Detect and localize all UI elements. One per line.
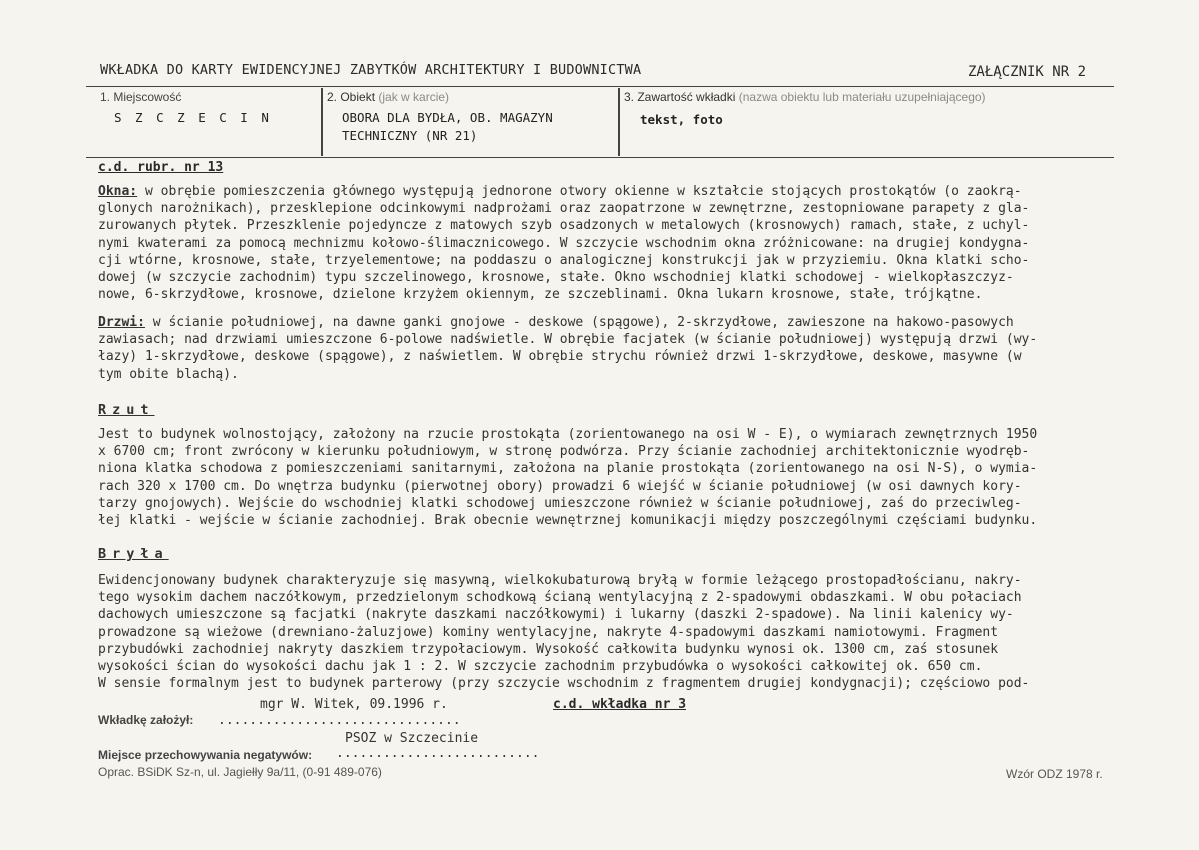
next-insert-note: c.d. wkładka nr 3 <box>553 697 687 712</box>
author-signature: mgr W. Witek, 09.1996 r. <box>260 697 448 712</box>
attachment-number: ZAŁĄCZNIK NR 2 <box>968 64 1087 80</box>
place-label: 1. Miejscowość <box>100 90 182 104</box>
negatives-location-label: Miejsce przechowywania negatywów: <box>98 748 313 762</box>
place-value: S Z C Z E C I N <box>114 110 272 125</box>
okna-heading: Okna: <box>98 184 138 199</box>
drzwi-heading: Drzwi: <box>98 315 145 330</box>
field-divider <box>618 88 620 156</box>
prepared-by-note: Oprac. BSiDK Sz-n, ul. Jagiełły 9a/11, (0-91 489-076) <box>98 765 382 779</box>
form-template-note: Wzór ODZ 1978 r. <box>1006 767 1103 781</box>
object-value-line1: OBORA DLA BYDŁA, OB. MAGAZYN <box>342 110 553 125</box>
object-label: 2. Obiekt (jak w karcie) <box>327 90 450 104</box>
rzut-paragraph: Jest to budynek wolnostojący, założony na rzucie prostokąta (zorientowanego na osi W - E), o wymiarach zewnętrznych 1950 x 6700 cm; front zwrócony w kierunku południowym, w stronę podwórza. Przy ścianie zachodniej architektonicznie wyodręb- niona klatka schodowa z pomieszczeniami sanitarnymi, założona na planie prostokąta (zorientowanego na osi N-S), o wymia- rach 320 x 1700 cm. Do wnętrza budynku (pierwotnej obory) prowadzi 6 wiejść w ścianie południowej (w osi dawnych kory- tarzy gnojowych). Wejście do wschodniej klatki schodowej umieszczone również w ścianie południowej, zaś do przeciwleg- łej klatki - wejście w ścianie zachodniej. Brak obecnie wewnętrznej komunikacji między poszczególnymi częściami budynku. <box>98 427 1038 529</box>
negatives-dots: .......................... <box>336 746 540 761</box>
created-by-label: Wkładkę założył: <box>98 713 194 727</box>
document-title: WKŁADKA DO KARTY EWIDENCYJNEJ ZABYTKÓW ARCHITEKTURY I BUDOWNICTWA <box>100 62 642 78</box>
bryla-heading: Bryła <box>98 546 169 562</box>
continuation-note: c.d. rubr. nr 13 <box>98 160 224 175</box>
content-label: 3. Zawartość wkładki (nazwa obiektu lub materiału uzupełniającego) <box>624 90 986 104</box>
okna-paragraph: Okna: w obrębie pomieszczenia głównego występują jednorone otwory okienne w kształcie stojących prostokątów (o zaokrą- glonych narożnikach), przesklepione odcinkowymi nadprożami oraz zaopatrzone w zewnętrzne, zestopniowane parapety z gla- zurowanych płytek. Przeszklenie pojedyncze z matowych szyb osadzonych w metalowych (krosnowych) ramach, stałe, z uchyl- nymi kwaterami za pomocą mechnizmu kołowo-ślimacznicowego. W szczycie wschodnim okna zróżnicowane: na drugiej kondygna- cji wtórne, krosnowe, stałe, trzyelementowe; na poddaszu o analogicznej konstrukcji jak w przyziemiu. Okna klatki scho- dowej (w szczycie zachodnim) typu szczelinowego, krosnowe, stałe. Okno wschodniej klatki schodowej - wielkopłaszczyz- nowe, 6-skrzydłowe, krosnowe, dzielone krzyżem okiennym, ze szczeblinami. Okna lukarn krosnowe, stałe, trójkątne. <box>98 184 1030 303</box>
created-by-dots: ............................... <box>218 713 461 728</box>
object-value-line2: TECHNICZNY (NR 21) <box>342 128 478 143</box>
content-value: tekst, foto <box>640 112 723 127</box>
institution-name: PSOZ w Szczecinie <box>345 731 479 746</box>
field-divider <box>321 88 323 156</box>
bryla-paragraph: Ewidencjonowany budynek charakteryzuje się masywną, wielkokubaturową bryłą w formie leżącego prostopadłościanu, nakry- tego wysokim dachem naczółkowym, przedzielonym schodkową ścianą wentylacyjną z 2-spadowymi obdaszkami. W obu połaciach dachowych umieszczone są facjatki (nakryte daszkami naczółkowymi) i lukarny (daszki 2-spadowe). Na linii kalenicy wy- prowadzone są wieżowe (drewniano-żaluzjowe) kominy wentylacyjne, nakryte 4-spadowymi daszkami namiotowymi. Fragment przybudówki zachodniej nakryty daszkiem trzypołaciowym. Wysokość całkowita budynku wynosi ok. 1300 cm, zaś stosunek wysokości ścian do wysokości dachu jak 1 : 2. W szczycie zachodnim przybudówka o wysokości całkowitej ok. 650 cm. W sensie formalnym jest to budynek parterowy (przy szczycie wschodnim z fragmentem drugiej kondygnacji); częściowo pod- <box>98 573 1030 692</box>
drzwi-paragraph: Drzwi: w ścianie południowej, na dawne ganki gnojowe - deskowe (spągowe), 2-skrzydłowe, zawieszone na hakowo-pasowych zawiasach; nad drzwiami umieszczone 6-polowe nadświetle. W obrębie facjatek (w ścianie południowej) występują drzwi (wy- łazy) 1-skrzydłowe, deskowe (spągowe), z naświetlem. W obrębie strychu również drzwi 1-skrzydłowe, deskowe, masywne (w tym obite blachą). <box>98 315 1038 382</box>
rzut-heading: Rzut <box>98 402 155 418</box>
